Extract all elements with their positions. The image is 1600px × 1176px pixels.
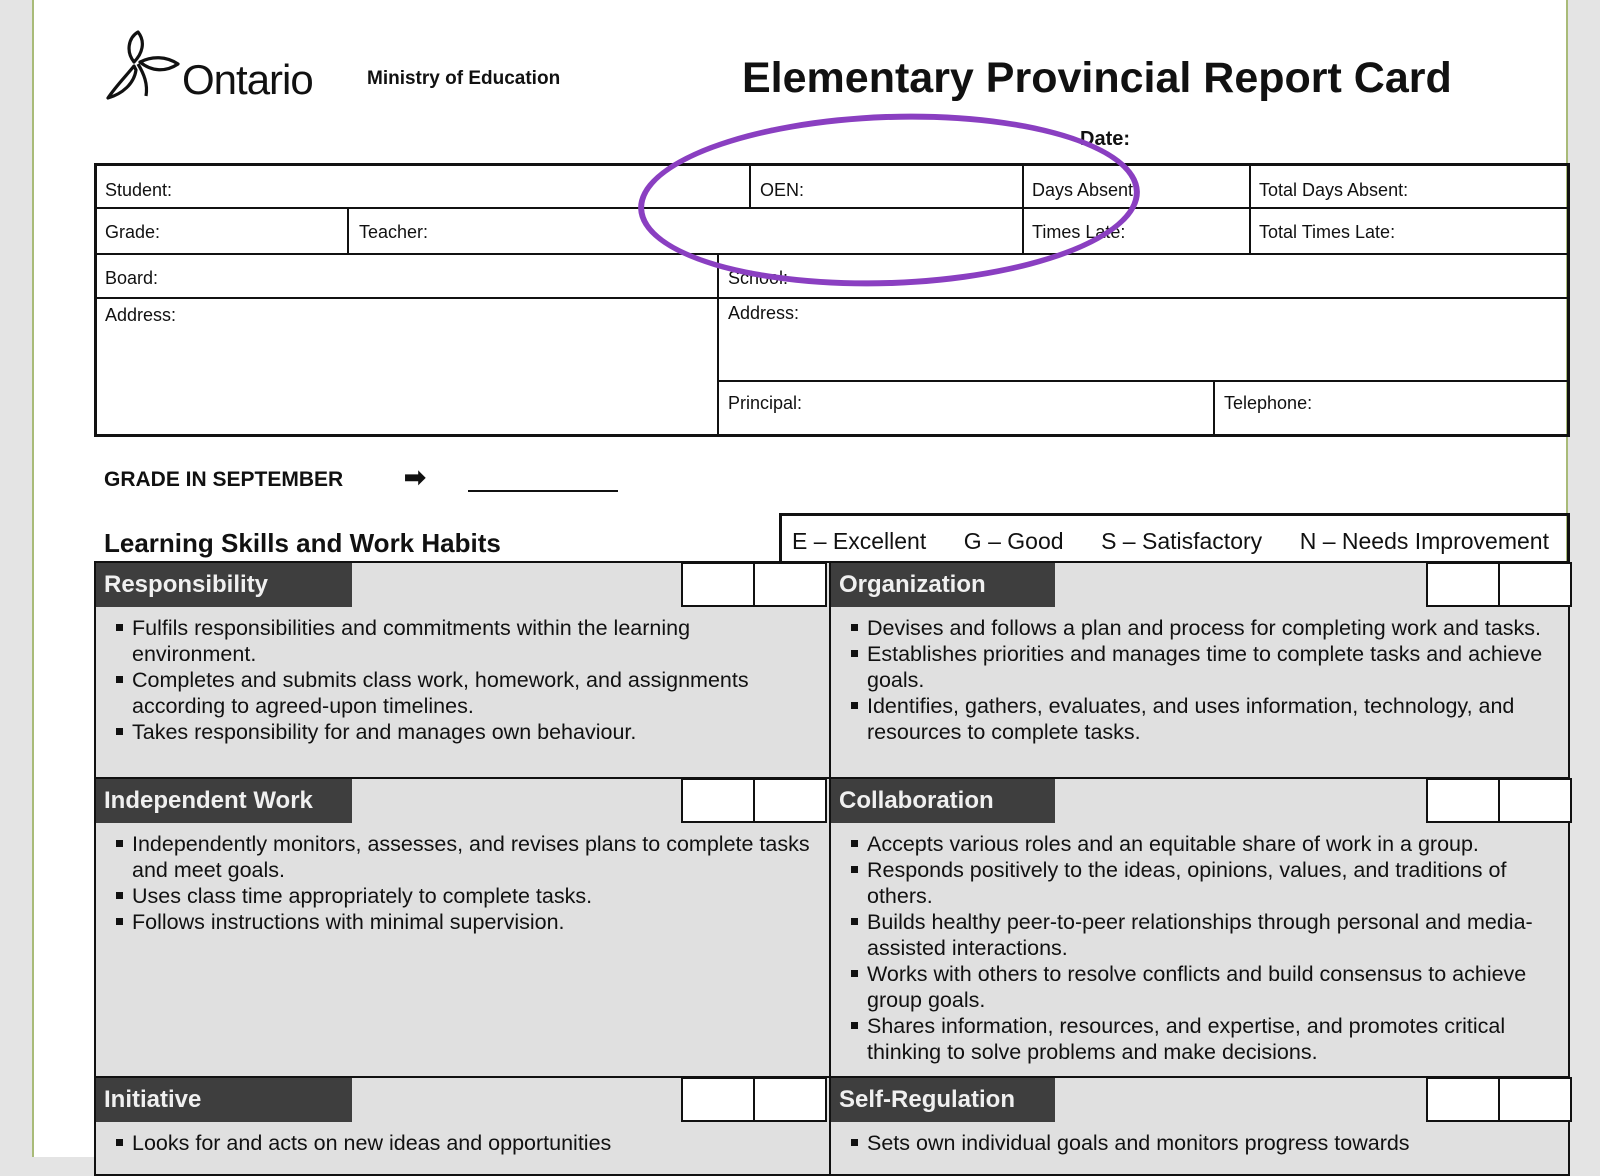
list-item: Establishes priorities and manages time to complete tasks and achieve goals. (849, 641, 1556, 693)
term2-rating-box[interactable] (753, 562, 827, 607)
school-field[interactable]: School: (728, 268, 789, 288)
list-item: Identifies, gathers, evaluates, and uses information, technology, and resources to complete tasks. (849, 693, 1556, 745)
col-divider (347, 207, 349, 253)
col-divider (1249, 166, 1251, 253)
list-item: Independently monitors, assesses, and revises plans to complete tasks and meet goals. (114, 831, 817, 883)
student-field[interactable]: Student: (105, 180, 173, 200)
school-address-field[interactable]: Address: (728, 303, 800, 323)
skill-header: Initiative (96, 1078, 352, 1122)
skill-header: Collaboration (831, 779, 1055, 823)
list-item: Completes and submits class work, homework, and assignments according to agreed-upon timelines. (114, 667, 817, 719)
arrow-right-icon: ➡ (404, 462, 426, 492)
row-divider (97, 297, 1567, 299)
list-item: Looks for and acts on new ideas and opportunities (114, 1130, 817, 1156)
term1-rating-box[interactable] (1426, 1077, 1500, 1122)
skill-items (849, 831, 1560, 1065)
col-divider (1213, 380, 1215, 434)
teacher-field[interactable]: Teacher: (359, 222, 429, 242)
ontario-logo (104, 26, 344, 106)
term1-rating-box[interactable] (1426, 778, 1500, 823)
legend-good: G – Good (963, 528, 1064, 554)
times-late-field[interactable]: Times Late: (1032, 222, 1126, 242)
grade-in-september-input[interactable] (468, 490, 618, 492)
learning-skills-title: Learning Skills and Work Habits (104, 528, 501, 558)
skill-items (849, 1130, 1556, 1156)
skill-section-collaboration (829, 777, 1570, 1078)
skill-section-initiative (94, 1076, 831, 1176)
days-absent-field[interactable]: Days Absent: (1032, 180, 1139, 200)
list-item: Responds positively to the ideas, opinions, values, and traditions of others. (849, 857, 1560, 909)
skill-items (114, 615, 817, 745)
skill-items (114, 831, 817, 935)
board-field[interactable]: Board: (105, 268, 159, 288)
legend-needs-improvement: N – Needs Improvement (1299, 528, 1549, 554)
principal-field[interactable]: Principal: (728, 393, 803, 413)
list-item: Devises and follows a plan and process for completing work and tasks. (849, 615, 1556, 641)
report-card-page (32, 0, 1568, 1157)
board-address-field[interactable]: Address: (105, 305, 177, 325)
term2-rating-box[interactable] (1498, 1077, 1572, 1122)
term1-rating-box[interactable] (1426, 562, 1500, 607)
term1-rating-box[interactable] (681, 778, 755, 823)
skill-header: Self-Regulation (831, 1078, 1055, 1122)
skill-header: Independent Work (96, 779, 352, 823)
list-item: Builds healthy peer-to-peer relationships through personal and media-assisted interactions. (849, 909, 1560, 961)
telephone-field[interactable]: Telephone: (1224, 393, 1313, 413)
list-item: Uses class time appropriately to complete tasks. (114, 883, 817, 909)
term1-rating-box[interactable] (681, 562, 755, 607)
legend-excellent: E – Excellent (792, 528, 927, 554)
list-item: Follows instructions with minimal supervision. (114, 909, 817, 935)
skill-items (114, 1130, 817, 1156)
total-days-absent-field[interactable]: Total Days Absent: (1259, 180, 1409, 200)
list-item: Accepts various roles and an equitable share of work in a group. (849, 831, 1560, 857)
list-item: Takes responsibility for and manages own behaviour. (114, 719, 817, 745)
skill-items (849, 615, 1556, 745)
col-divider (717, 253, 719, 434)
skill-header: Responsibility (96, 563, 352, 607)
list-item: Fulfils responsibilities and commitments within the learning environment. (114, 615, 817, 667)
list-item: Sets own individual goals and monitors progress towards (849, 1130, 1556, 1156)
row-divider (717, 380, 1567, 382)
date-label: Date: (1080, 128, 1131, 150)
oen-field[interactable]: OEN: (760, 180, 805, 200)
term2-rating-box[interactable] (1498, 562, 1572, 607)
skill-section-independent-work (94, 777, 831, 1078)
grade-field[interactable]: Grade: (105, 222, 161, 242)
trillium-icon (104, 26, 186, 106)
skill-section-self-regulation (829, 1076, 1570, 1176)
list-item: Works with others to resolve conflicts and build consensus to achieve group goals. (849, 961, 1560, 1013)
ministry-label: Ministry of Education (367, 68, 561, 89)
logo-text: Ontario (182, 56, 313, 103)
skill-header: Organization (831, 563, 1055, 607)
list-item: Shares information, resources, and expertise, and promotes critical thinking to solve problems and make decisions. (849, 1013, 1560, 1065)
skill-section-responsibility (94, 561, 831, 779)
term1-rating-box[interactable] (681, 1077, 755, 1122)
page-title: Elementary Provincial Report Card (742, 54, 1452, 102)
term2-rating-box[interactable] (753, 778, 827, 823)
term2-rating-box[interactable] (1498, 778, 1572, 823)
grade-in-september-label: GRADE IN SEPTEMBER (104, 468, 344, 491)
legend-satisfactory: S – Satisfactory (1101, 528, 1263, 554)
skill-section-organization (829, 561, 1570, 779)
term2-rating-box[interactable] (753, 1077, 827, 1122)
total-times-late-field[interactable]: Total Times Late: (1259, 222, 1396, 242)
rating-legend (779, 513, 1570, 561)
